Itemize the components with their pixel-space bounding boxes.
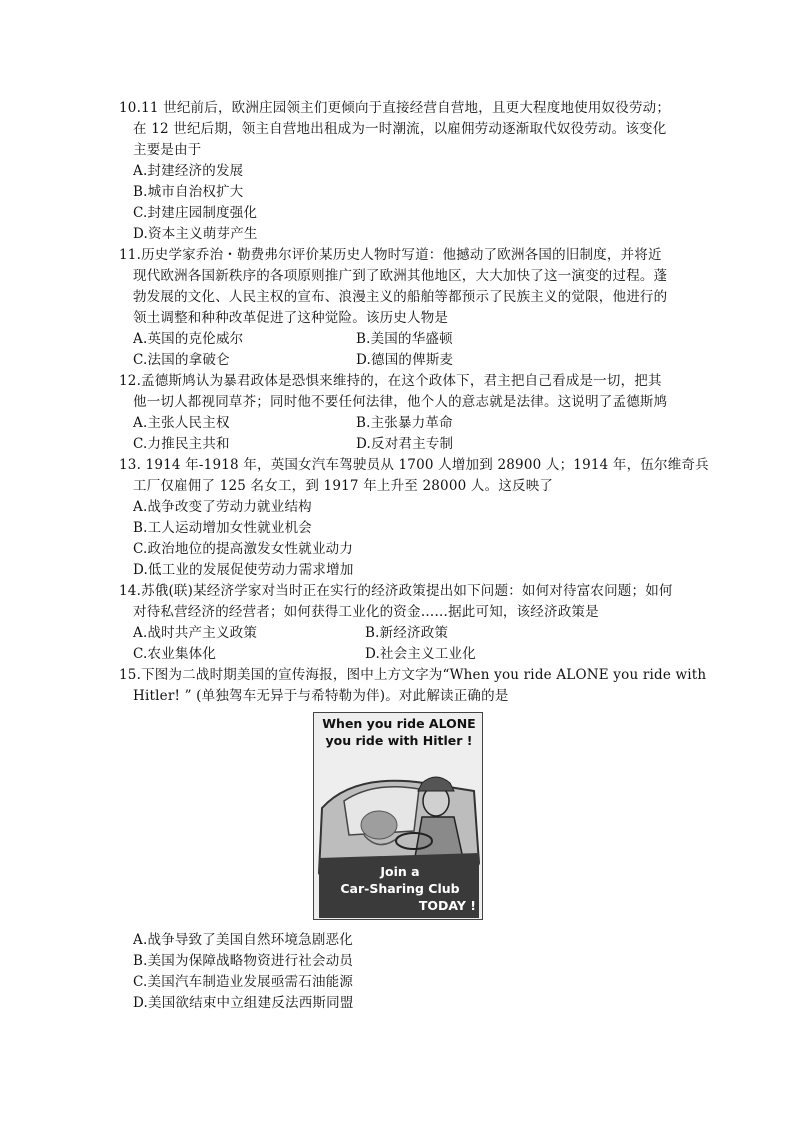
q13-stem-line-1: 13. 1914 年-1918 年，英国女汽车驾驶员从 1700 人增加到 28900 人；1914 年，伍尔维奇兵 <box>119 457 709 473</box>
q13-stem-line-2: 工厂仅雇佣了 125 名女工，到 1917 年上升至 28000 人。这反映了 <box>133 478 554 494</box>
q11-stem-line-1: 11.历史学家乔治・勒费弗尔评价某历史人物时写道：他撼动了欧洲各国的旧制度，并将近 <box>119 247 662 263</box>
q14-option-c: C.农业集体化 <box>133 646 217 662</box>
q10-stem-line-3: 主要是由于 <box>133 142 202 158</box>
q10-option-b: B.城市自治权扩大 <box>133 184 244 200</box>
q11-stem-line-3: 勃发展的文化、人民主权的宣布、浪漫主义的船舶等都预示了民族主义的觉限，他进行的 <box>133 289 668 305</box>
poster-headline <box>314 715 483 749</box>
q11-stem-line-4: 领土调整和种种改革促进了这种觉险。该历史人物是 <box>133 310 449 326</box>
q13-option-d: D.低工业的发展促使劳动力需求增加 <box>133 562 354 578</box>
q14-option-d: D.社会主义工业化 <box>365 646 476 662</box>
q13-option-a: A.战争改变了劳动力就业结构 <box>133 499 312 515</box>
q12-option-d: D.反对君主专制 <box>356 436 454 452</box>
q11-stem-line-2: 现代欧洲各国新秩序的各项原则推广到了欧洲其他地区，大大加快了这一演变的过程。蓬 <box>133 268 668 284</box>
poster-slogan <box>320 863 480 914</box>
poster-slogan-line-2: Car-Sharing Club <box>340 881 460 896</box>
q14-option-b: B.新经济政策 <box>365 625 449 641</box>
q11-option-c: C.法国的拿破仑 <box>133 352 230 368</box>
q15-stem-line-1: 15.下图为二战时期美国的宣传海报，图中上方文字为“When you ride ALONE you ride with <box>119 667 707 683</box>
poster-headline-line-1: When you ride ALONE <box>322 716 476 731</box>
q15-option-a: A.战争导致了美国自然环境急剧恶化 <box>133 932 353 948</box>
q12-option-b: B.主张暴力革命 <box>356 415 453 431</box>
q15-option-b: B.美国为保障战略物资进行社会动员 <box>133 953 354 969</box>
q10-stem-line-2: 在 12 世纪后期，领主自营地出租成为一时潮流，以雇佣劳动逐渐取代奴役劳动。该变化 <box>133 121 667 137</box>
q14-stem-line-2: 对待私营经济的经营者；如何获得工业化的资金……据此可知，该经济政策是 <box>133 604 599 620</box>
q15-option-d: D.美国欲结束中立组建反法西斯同盟 <box>133 995 354 1011</box>
q12-option-c: C.力推民主共和 <box>133 436 230 452</box>
q11-option-d: D.德国的俾斯麦 <box>356 352 454 368</box>
q10-option-a: A.封建经济的发展 <box>133 163 244 179</box>
q11-option-a: A.英国的克伦威尔 <box>133 331 244 347</box>
q11-option-b: B.美国的华盛顿 <box>356 331 453 347</box>
q10-stem-line-1: 10.11 世纪前后，欧洲庄园领主们更倾向于直接经营自营地，且更大程度地使用奴役劳动； <box>119 100 671 116</box>
poster-slogan-line-1: Join a <box>380 864 420 879</box>
poster-slogan-line-3: TODAY ! <box>418 898 476 913</box>
q15-stem-line-2: Hitler! ” (单独驾车无异于与希特勒为伴)。对此解读正确的是 <box>133 688 509 704</box>
q12-stem-line-2: 他一切人都视同草芥；同时他不要任何法律，他个人的意志就是法律。这说明了孟德斯鸠 <box>133 394 668 410</box>
q13-option-c: C.政治地位的提高激发女性就业动力 <box>133 541 354 557</box>
q10-option-d: D.资本主义萌芽产生 <box>133 226 258 242</box>
q15-option-c: C.美国汽车制造业发展亟需石油能源 <box>133 974 354 990</box>
q14-stem-line-1: 14.苏俄(联)某经济学家对当时正在实行的经济政策提出如下问题：如何对待富农问题；如何 <box>119 583 673 599</box>
q14-option-a: A.战时共产主义政策 <box>133 625 258 641</box>
q12-stem-line-1: 12.孟德斯鸠认为暴君政体是恐惧来维持的，在这个政体下，君主把自己看成是一切，把其 <box>119 373 662 389</box>
q12-option-a: A.主张人民主权 <box>133 415 230 431</box>
q13-option-b: B.工人运动增加女性就业机会 <box>133 520 313 536</box>
poster-headline-line-2: you ride with Hitler ! <box>325 733 473 748</box>
q10-option-c: C.封建庄园制度强化 <box>133 205 258 221</box>
propaganda-poster <box>313 712 483 920</box>
